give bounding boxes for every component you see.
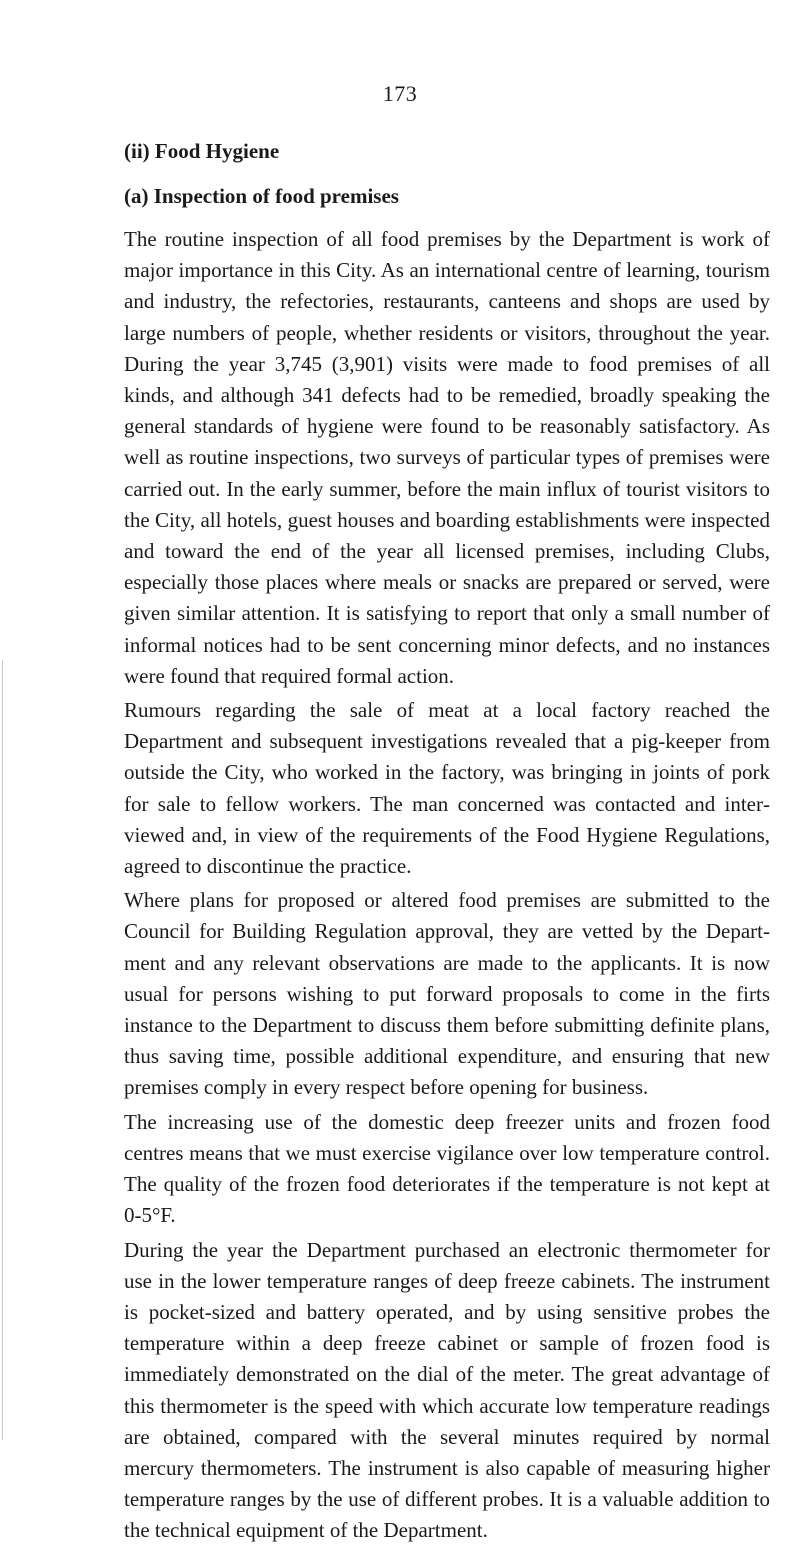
page-content xyxy=(124,136,770,1550)
subsection-heading: (a) Inspection of food premises xyxy=(124,184,399,208)
page-edge-shadow xyxy=(2,660,3,1440)
page-number: 173 xyxy=(382,81,418,106)
paragraph-electronic-thermometer: During the year the Department purchased an electronic thermometer for use in the lower temperature ranges of deep freeze cabinets. The instrument is pocket-sized and battery operated, and by using sensitive probes the temperature within a deep freeze cabinet or sample of frozen food is immediately demonstrated on the dial of the meter. The great advantage of this thermometer is the speed with which accurate low temperature readings are obtained, compared with the several minutes required by normal mercury thermometers. The instrument is also capable of measuring higher temperature ranges by the use of different probes. It is a valuable addition to the technical equipment of the Department. xyxy=(124,1237,770,1543)
paragraph-plan-vetting: Where plans for proposed or altered food premises are submitted to the Council for Building Regulation approval, they are vetted by the Department and any relevant observations are made to the applicants. It is now usual for persons wishing to put forward proposals to come in the firts instance to the Department to discuss them before submitting definite plans, thus saving time, possible additional expenditure, and ensuring that new premises comply in every respect before opening for business. xyxy=(124,888,770,1100)
paragraph-meat-sale-rumours: Rumours regarding the sale of meat at a local factory reached the Department and subsequent investigations revealed that a pig-keeper from outside the City, who worked in the factory, was bringing in joints of pork for sale to fellow workers. The man concerned was contacted and interviewed and, in view of the requirements of the Food Hygiene Regulations, agreed to discontinue the practice. xyxy=(124,698,770,879)
paragraph-deep-freezer: The increasing use of the domestic deep freezer units and frozen food centres means that we must exercise vigilance over low temperature control. The quality of the frozen food deteriorates if the temperature is not kept at 0-5°F. xyxy=(124,1109,770,1228)
section-heading: (ii) Food Hygiene xyxy=(124,139,280,163)
paragraph-routine-inspection: The routine inspection of all food premises by the Department is work of major importance in this City. As an international centre of learning, tourism and industry, the refectories, restaurants, canteens and shops are used by large numbers of people, whether residents or visitors, throughout the year. During the year 3,745 (3,901) visits were made to food premises of all kinds, and although 341 defects had to be remedied, broadly speaking the general standards of hygiene were found to be reasonably satisfactory. As well as routine inspections, two surveys of particular types of premises were carried out. In the early summer, before the main influx of tourist visitors to the City, all hotels, guest houses and boarding establishments were inspected and toward the end of the year all licensed premises, including Clubs, especially those places where meals or snacks are prepared or served, were given similar attention. It is satisfying to report that only a small number of informal notices had to be sent concerning minor defects, and no instances were found that required formal action. xyxy=(124,227,770,688)
